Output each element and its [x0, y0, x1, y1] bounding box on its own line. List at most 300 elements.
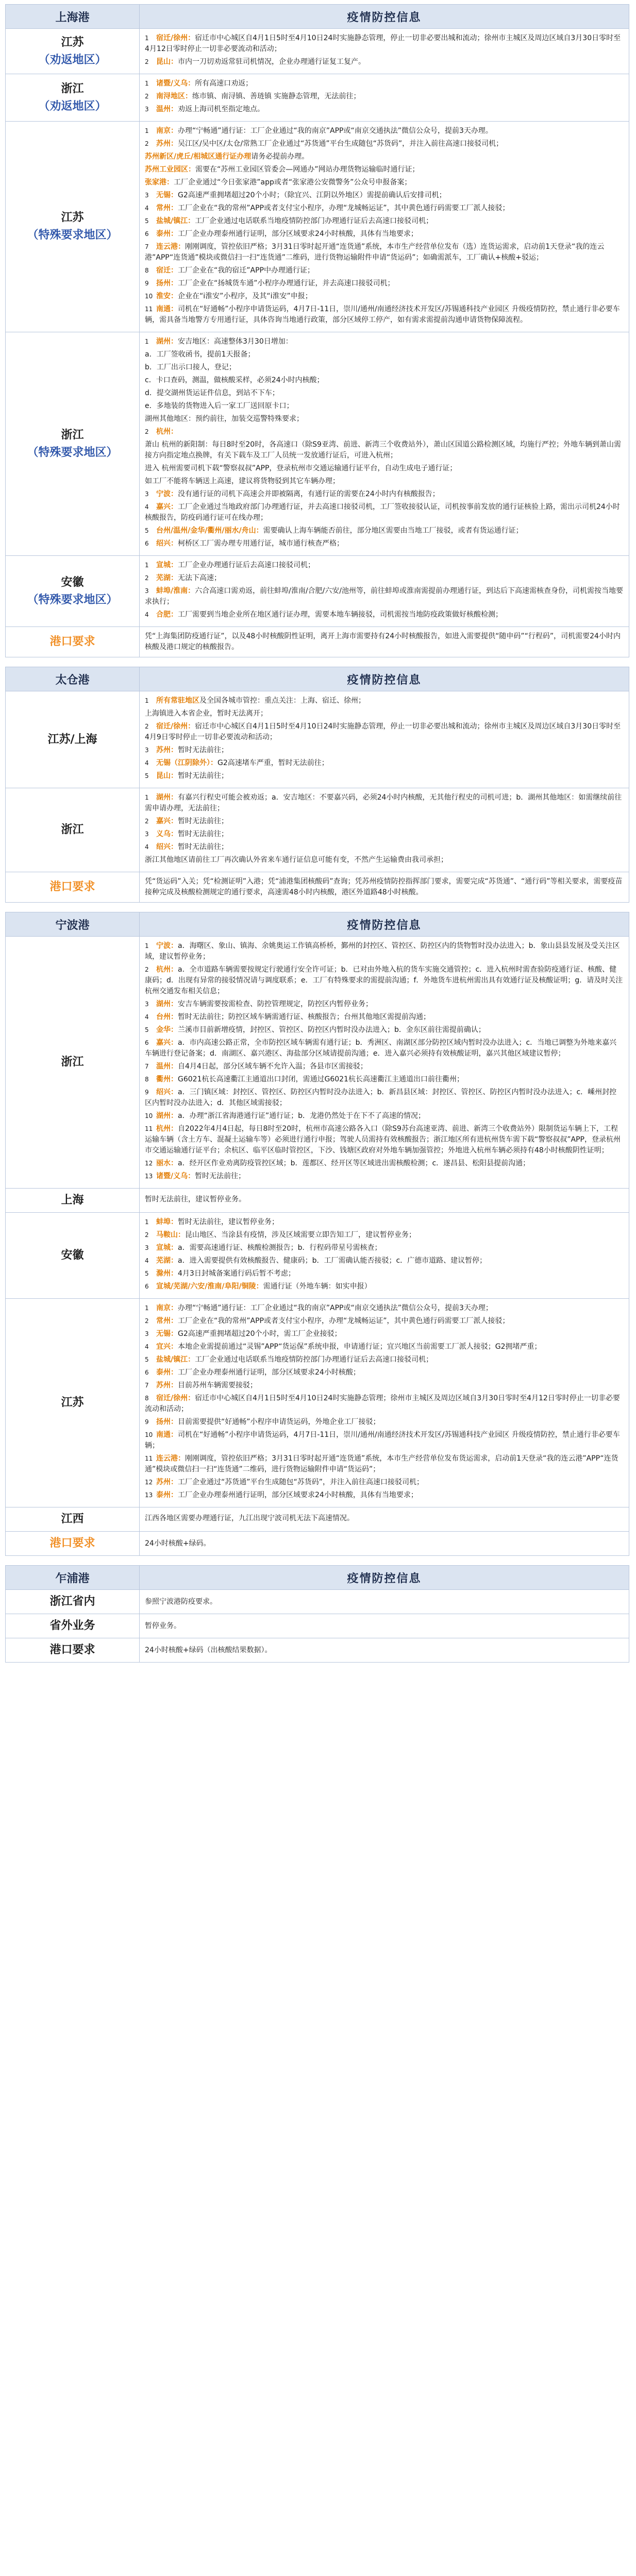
place-name: 宿迁/徐州：	[156, 1394, 195, 1402]
item-number: 4	[145, 503, 149, 511]
item-number: 9	[145, 1418, 149, 1426]
info-item	[145, 177, 624, 188]
region-subtitle: （特殊要求地区）	[27, 229, 118, 242]
place-name: 苏州：	[156, 140, 178, 148]
item-text: G2高速堵车严重，暂时无法前往；	[217, 759, 329, 767]
item-text: 司机在“好通畅”小程序申请货运码，4月7日-11日，崇川/通州/南通经济技术开发区/苏锡通科技产业园区 升级疫情防控，禁止通行非必要车辆；	[145, 1431, 620, 1450]
info-item	[145, 1243, 624, 1253]
item-number: 3	[145, 747, 149, 754]
item-text: G6021杭长高速衢江主通道出口封闭，需通过G6021杭长高速衢江主通道出口前往衢州；	[178, 1075, 464, 1083]
info-item	[145, 336, 624, 347]
region-subtitle: （特殊要求地区）	[27, 446, 118, 459]
info-item	[145, 1158, 624, 1169]
region-name: 江西	[61, 1513, 84, 1526]
item-number: 10	[145, 293, 153, 300]
port-requirement-label: 港口要求	[6, 1532, 140, 1556]
region-cell	[6, 1213, 140, 1299]
item-number: 13	[145, 1173, 153, 1180]
item-text: 工厂企业通过电话联系当地疫情防控部门办理通行证后去高速口接驳司机；	[195, 217, 433, 225]
place-name: 淮安：	[156, 292, 178, 300]
info-item	[145, 190, 624, 201]
item-number: 6	[145, 1283, 149, 1290]
place-name: 昆山：	[156, 58, 178, 66]
item-text: 没有通行证的司机下高速会并即被隔离，有通行证的需要在24小时内有核酸报告；	[178, 490, 440, 498]
item-text: 暂时无法前往，建议暂停业务；	[178, 1218, 279, 1226]
item-text: 上海镇进入本省企业，暂时无法离开；	[145, 709, 267, 718]
place-name: 无锡（江阴除外）：	[156, 759, 217, 767]
info-item	[145, 126, 624, 137]
item-text: 工厂企业在“我的常州”APP或者支付宝小程序，办理“龙城畅运证”，其中黄色通行码需要工厂派人接驳；	[178, 1317, 510, 1325]
info-item	[145, 1074, 624, 1085]
place-name: 滁州：	[156, 1269, 178, 1278]
item-text: 需要确认上海车辆能否前往，部分地区需要由当地工厂接驳，或者有货运通行证；	[263, 527, 523, 535]
place-name: 宿迁：	[156, 266, 178, 275]
info-cell	[140, 788, 629, 872]
item-text: G2高速严重拥堵超过20个小时，需工厂企业接驳；	[178, 1330, 342, 1338]
info-item	[145, 758, 624, 769]
info-item	[145, 816, 624, 827]
place-name: 连云港：	[156, 1454, 185, 1463]
item-text: 及全国各城市管控：重点关注：上海、宿迁、徐州；	[199, 697, 365, 705]
item-number: 1	[145, 35, 149, 42]
region-cell	[6, 788, 140, 872]
region-cell	[6, 1299, 140, 1507]
item-number: 3	[145, 1001, 149, 1008]
info-item	[145, 1268, 624, 1279]
info-item	[145, 414, 624, 425]
place-name: 泰州：	[156, 1491, 178, 1499]
place-name: 杭州：	[156, 428, 178, 436]
item-text: 需通行证（外地车辆：如实申报）	[263, 1282, 372, 1291]
info-item	[145, 216, 624, 227]
item-number: 3	[145, 490, 149, 498]
item-text: 暂时无法前往，建议暂停业务。	[145, 1195, 246, 1204]
section-header	[6, 912, 629, 937]
region-name: 上海	[61, 1194, 84, 1207]
region-name: 江苏/上海	[47, 733, 97, 746]
port-name: 宁波港	[6, 912, 140, 937]
item-text: 吴江区/吴中区/太仓/常熟工厂企业通过“苏货通”平台生成随包“苏货码”，并注入前往高速口接驳司机；	[178, 140, 504, 148]
item-number: 4	[145, 1343, 149, 1350]
info-item	[145, 1256, 624, 1266]
item-text: a．工厂签收函书，提前1天报备；	[145, 350, 255, 359]
place-name: 温州：	[156, 105, 178, 113]
place-name: 杭州：	[156, 965, 178, 974]
zhapu-row	[6, 1614, 629, 1638]
item-number: 11	[145, 1125, 153, 1132]
item-number: 3	[145, 831, 149, 838]
item-text: 工厂企业办理泰州通行证明，部分区域要求24小时核酸，具体有当地要求；	[178, 1491, 418, 1499]
item-text: a．三门镇区域：封控区、管控区、防控区内暂时没办法进入；b．新昌县区域：封控区、管控区、防控区内暂时没办法进入；c．嵊州封控区内暂时没办法进入；d．其他区域需接驳；	[145, 1088, 617, 1107]
item-text: a．办理“浙江省海港通行证”通行证；b．龙港仍然处于在下不了高速的情况；	[178, 1112, 425, 1120]
info-item	[145, 104, 624, 115]
region-row	[6, 937, 629, 1189]
item-text: 昆山地区、当涂县有疫情，涉及区域需要立即告知工厂，建议暂停业务；	[185, 1231, 416, 1239]
row-label: 浙江省内	[6, 1590, 140, 1614]
info-item	[145, 1281, 624, 1292]
item-text: a．全市道路车辆需要按规定行驶通行安全许可证；b．已对由外地入杭的货车实施交通管控；c．进入杭州时需查验防疫通行证、核酸、健康码；d．出现有异常的接驳情况请与调度联系；e．工厂有特殊要求的需提前沟通；f．外地货车进杭州需出具有效通行证及核酸证明；g．请及时关注杭州交通发布相关信息；	[145, 965, 623, 995]
info-item	[145, 792, 624, 814]
item-number: 5	[145, 1270, 149, 1277]
info-item	[145, 1171, 624, 1182]
item-text: 刚刚调度，管控依旧严格；3月31日零时起开通“连货通”系统，本市生产经营单位发布货运需求，启动前1天登录“我的连云港”APP“连货通”模块或微信扫一扫“连货通”二维码，进行货物运输附件申请“货运码”；	[145, 1454, 618, 1473]
place-name: 绍兴：	[156, 843, 178, 851]
item-number: 7	[145, 243, 149, 250]
item-text: 宿迁市中心城区自4月1日5时至4月10日24时实施静态管理，停止一切非必要出城和流动；徐州市主城区及周边区域自3月30日零时至4月9日零时停止一切非必要流动和活动；	[145, 722, 621, 741]
item-text: 柯桥区工厂需办理专用通行证，城市通行核查严格；	[178, 539, 344, 548]
item-text: 办理“宁畅通”通行证：工厂企业通过“我的南京”APP或“南京交通执法”微信公众号，提前3天办理。	[178, 127, 493, 135]
info-title: 疫情防控信息	[140, 667, 629, 691]
item-number: 4	[145, 759, 149, 767]
info-item	[145, 1087, 624, 1109]
item-text: 工厂企业在“我的宿迁”APP中办理通行证；	[178, 266, 314, 275]
info-cell	[140, 556, 629, 627]
place-name: 苏州工业园区：	[145, 165, 195, 174]
place-name: 台州/温州/金华/衢州/丽水/舟山：	[156, 527, 263, 535]
place-name: 扬州：	[156, 279, 178, 287]
item-number: 2	[145, 93, 149, 100]
place-name: 常州：	[156, 204, 178, 212]
item-text: a．经开区作业劝离防疫管控区域；b．莲都区、经开区等区域进出需核酸检测；c．遂昌县、松阳县提前沟通；	[178, 1159, 530, 1167]
item-text: 工厂企业通过当地政府部门办理通行证，并去高速口接驳司机，工厂签收接驳认证，司机按事前发放的通行证核验上路，需出示司机24小时核酸报告，防疫码通行证可在线办理；	[145, 503, 620, 522]
place-name: 丽水：	[156, 1159, 178, 1167]
region-row	[6, 1299, 629, 1507]
section-header	[6, 1566, 629, 1590]
info-item	[145, 291, 624, 302]
item-text: 暂时无法前往；	[178, 843, 228, 851]
place-name: 宣城/芜湖/六安/淮南/阜阳/铜陵：	[156, 1282, 263, 1291]
item-number: 7	[145, 1382, 149, 1389]
region-name: 安徽	[61, 1249, 84, 1262]
port-name: 太仓港	[6, 667, 140, 691]
item-number: 2	[145, 723, 149, 730]
item-text: 六合高速口需劝返，前往蚌埠/淮南/合肥/六安/池州等，前往蚌埠或淮南需提前办理通行证，到达后下高速需核查身份，司机需按当地要求执行；	[145, 587, 623, 606]
info-item	[145, 304, 624, 326]
port-name: 乍浦港	[6, 1566, 140, 1590]
place-name: 宁波：	[156, 942, 178, 950]
info-item	[145, 229, 624, 240]
item-text: 4月3日封城备案通行码后暂不考虑；	[178, 1269, 295, 1278]
info-item	[145, 1417, 624, 1428]
item-number: 4	[145, 1257, 149, 1264]
place-name: 连云港：	[156, 243, 185, 251]
info-item	[145, 1430, 624, 1451]
region-cell	[6, 1189, 140, 1213]
info-cell	[140, 1189, 629, 1213]
region-name: 浙江	[61, 82, 84, 95]
info-item	[145, 242, 624, 263]
item-text: a．进入需要提供有效核酸报告、健康码；b．工厂需确认能否接驳；c．广德市道路、建议暂停；	[178, 1257, 487, 1265]
region-subtitle: （特殊要求地区）	[27, 593, 118, 606]
item-number: 9	[145, 280, 149, 287]
region-cell	[6, 556, 140, 627]
info-title: 疫情防控信息	[140, 5, 629, 29]
place-name: 嘉兴：	[156, 1039, 178, 1047]
info-item	[145, 1380, 624, 1391]
place-name: 昆山：	[156, 772, 178, 780]
item-text: 企业在“i淮安”小程序，及其“i淮安”申报；	[178, 292, 312, 300]
region-name: 安徽	[61, 575, 84, 589]
item-number: 1	[145, 127, 149, 134]
region-row	[6, 74, 629, 122]
port-requirement-label: 港口要求	[6, 872, 140, 903]
place-name: 绍兴：	[156, 1088, 178, 1096]
item-number: 2	[145, 58, 149, 65]
info-item	[145, 349, 624, 360]
region-row	[6, 1213, 629, 1299]
item-text: 宿迁市中心城区自4月1日5时至4月10日24时实施静态管理；徐州市主城区及周边区域自3月30日零时至4月12日零时停止一切非必要流动和活动；	[145, 1394, 620, 1413]
item-text: 市内一刀切劝返常驻司机情况，企业办理通行证复工复产。	[178, 58, 365, 66]
place-name: 苏州：	[156, 746, 178, 754]
info-cell	[140, 122, 629, 332]
info-item	[145, 489, 624, 500]
info-cell	[140, 937, 629, 1189]
info-item	[145, 78, 624, 89]
item-number: 3	[145, 1330, 149, 1337]
info-cell	[140, 1507, 629, 1532]
item-text: 工厂企业办理泰州通行证明，部分区域要求24小时核酸，具体有当地要求；	[178, 230, 418, 238]
item-text: 江西各地区需要办理通行证，九江出现宁波司机无法下高速情况。	[145, 1514, 354, 1522]
item-text: 进入 杭州需要司机下载“警察叔叔”APP，登录杭州市交通运输通行证平台，自动生成电子通行证；	[145, 464, 457, 472]
place-name: 蚌埠：	[156, 1218, 178, 1226]
item-text: 暂时无法前往；防控区域车辆需通行证、核酸报告；台州其他地区需提前沟通；	[178, 1013, 430, 1021]
port-name: 上海港	[6, 5, 140, 29]
item-text: 工厂企业通过“今日张家港”app或者“张家港公安微警务”公众号申报备案；	[174, 178, 412, 187]
item-number: 2	[145, 818, 149, 825]
item-number: 1	[145, 1304, 149, 1312]
row-text: 参照宁波港防疫要求。	[140, 1590, 629, 1614]
info-item	[145, 57, 624, 67]
item-number: 12	[145, 1479, 153, 1486]
region-name: 浙江	[61, 823, 84, 836]
place-name: 芜湖：	[156, 1257, 178, 1265]
item-text: 工厂企业在“我的常州”APP或者支付宝小程序，办理“龙城畅运证”，其中黄色通行码需要工厂派人接驳；	[178, 204, 510, 212]
item-number: 12	[145, 1160, 153, 1167]
info-item	[145, 1230, 624, 1241]
item-text: 所有高速口劝返；	[195, 79, 253, 88]
item-number: 3	[145, 192, 149, 199]
info-cell	[140, 332, 629, 556]
item-text: 暂时无法前往；	[195, 1172, 246, 1180]
item-number: 6	[145, 540, 149, 547]
row-label: 港口要求	[6, 1638, 140, 1663]
port-requirement-row	[6, 872, 629, 903]
item-text: 安吉车辆需要按需检查、防控管理规定，防控区内暂停业务；	[178, 1000, 373, 1008]
place-name: 常州：	[156, 1317, 178, 1325]
info-item	[145, 427, 624, 437]
item-text: 劝返上海司机至指定地点。	[178, 105, 264, 113]
info-item	[145, 1303, 624, 1314]
item-text: 如工厂不能将车辆送上高速，建议将货物驳到其它车辆办理；	[145, 477, 340, 485]
info-item	[145, 1025, 624, 1036]
info-item	[145, 1061, 624, 1072]
info-item	[145, 1329, 624, 1340]
item-text: 暂时无法前往；	[178, 772, 228, 780]
info-item	[145, 609, 624, 620]
info-item	[145, 439, 624, 461]
place-name: 无锡：	[156, 191, 178, 199]
info-item	[145, 538, 624, 549]
place-name: 芜湖：	[156, 574, 178, 582]
region-row	[6, 788, 629, 872]
item-text: 安吉地区：高速整体3月30日增加：	[178, 337, 293, 346]
item-text: G2高速严重拥堵超过20个小时；（除宜兴、江阴以外地区）需提前确认后安排司机；	[178, 191, 446, 199]
item-text: 司机在“好通畅”小程序申请货运码，4月7日-11日，崇川/通州/南通经济技术开发区/苏锡通科技产业园区 升级疫情防控，禁止通行非必要车辆，需具备当地警方专用通行证，具体咨询当地通行政策，部分区域停工停产，如有需求需提前沟通申请货物保障流程。	[145, 305, 620, 324]
region-cell	[6, 937, 140, 1189]
info-item	[145, 151, 624, 162]
place-name: 苏州新区/虎丘/相城区通行证办理	[145, 152, 252, 161]
item-text: 请务必提前办理。	[251, 152, 309, 161]
item-text: d．提交湖州货运证件信息，到站不下车；	[145, 389, 279, 397]
place-name: 泰州：	[156, 1368, 178, 1377]
place-name: 南通：	[156, 1431, 178, 1439]
region-name: 浙江	[61, 428, 84, 442]
place-name: 苏州：	[156, 1478, 178, 1486]
item-text: 刚刚调度，管控依旧严格；3月31日零时起开通“连货通”系统，本市生产经营单位发布（选）连货运需求，启动前1天登录“我的连云港”APP“连货通”模块或微信扫一扫“连货通”二维码，进行货物运输附件申请“货运码”；如确需派车，工厂确认+核酸+驳运；	[145, 243, 605, 262]
info-cell	[140, 74, 629, 122]
info-title: 疫情防控信息	[140, 912, 629, 937]
item-number: 2	[145, 1317, 149, 1325]
info-item	[145, 401, 624, 412]
item-number: 7	[145, 1063, 149, 1070]
info-item	[145, 463, 624, 474]
item-number: 4	[145, 611, 149, 618]
place-name: 湖州：	[156, 793, 178, 802]
region-cell	[6, 332, 140, 556]
item-number: 6	[145, 1369, 149, 1376]
region-row	[6, 122, 629, 332]
place-name: 蚌埠/淮南：	[156, 587, 195, 595]
place-name: 宁波：	[156, 490, 178, 498]
place-name: 南京：	[156, 127, 178, 135]
item-text: 目前苏州车辆需要接驳；	[178, 1381, 257, 1389]
item-number: 5	[145, 217, 149, 225]
item-text: 工厂需要到当地企业所在地区通行证办理，需要本地车辆接驳，司机需按当地防疫政策做好核酸检测；	[178, 611, 503, 619]
region-row	[6, 556, 629, 627]
region-row	[6, 332, 629, 556]
place-name: 泰州：	[156, 230, 178, 238]
item-text: 工厂企业办理泰州通行证明，部分区域要求24小时核酸；	[178, 1368, 360, 1377]
item-text: 自2022年4月4日起，每日8时至20时，杭州市高速公路各入口（除S9苏台高速亚湾、前进、新湾三个收费站外）限制货运车辆上下，工程运输车辆（含土方车、混凝土运输车等）必须进行通行申报；驾驶人员需持有效核酸报告；浙江地区所有进杭州货车需下载“警察叔叔”APP，登录杭州市交通运输通行证平台；余杭区、临平区临时管控区，下沙、钱塘区政府对外地车辆加强管控；外地进入杭州车辆必须持有48小时核酸阴性证明；	[145, 1125, 621, 1155]
place-name: 杭州：	[156, 1125, 178, 1133]
item-number: 9	[145, 1089, 149, 1096]
place-name: 所有常驻地区	[156, 697, 199, 705]
info-item	[145, 278, 624, 289]
item-text: 工厂企业在“扬城货车通”小程序办理通行证，并去高速口接驳司机；	[178, 279, 395, 287]
info-item	[145, 1316, 624, 1327]
item-text: b．工厂出示口接人，登记；	[145, 363, 236, 371]
item-number: 8	[145, 1076, 149, 1083]
shanghai-port-section	[5, 4, 629, 657]
section-header	[6, 5, 629, 29]
place-name: 张家港：	[145, 178, 174, 187]
item-number: 2	[145, 966, 149, 973]
info-item	[145, 1012, 624, 1023]
section-header	[6, 667, 629, 691]
info-item	[145, 375, 624, 386]
info-item	[145, 1490, 624, 1501]
item-text: 无法下高速；	[178, 574, 221, 582]
item-number: 10	[145, 1112, 153, 1120]
info-cell	[140, 1299, 629, 1507]
item-text: 目前需要提供“好通畅”小程序申请货运码，外地企业工厂接驳；	[178, 1418, 380, 1426]
item-number: 4	[145, 1013, 149, 1021]
info-item	[145, 1367, 624, 1378]
region-cell	[6, 29, 140, 74]
item-number: 5	[145, 527, 149, 534]
info-item	[145, 476, 624, 487]
region-cell	[6, 122, 140, 332]
region-name: 浙江	[61, 1056, 84, 1069]
info-item	[145, 526, 624, 536]
region-name: 江苏	[61, 1396, 84, 1409]
info-item	[145, 696, 624, 706]
item-text: 需要在“苏州工业园区管委会—网通办”网站办理货物运输临时通行证；	[195, 165, 420, 174]
place-name: 湖州：	[156, 1000, 178, 1008]
item-text: 暂时无法前往；	[178, 746, 228, 754]
item-number: 4	[145, 205, 149, 212]
item-number: 5	[145, 772, 149, 779]
info-item	[145, 502, 624, 523]
place-name: 金华：	[156, 1026, 178, 1034]
info-item	[145, 33, 624, 55]
info-item	[145, 829, 624, 840]
place-name: 湖州：	[156, 337, 178, 346]
item-number: 1	[145, 562, 149, 569]
info-item	[145, 388, 624, 399]
item-text: 暂时无法前往；	[178, 830, 228, 838]
item-number: 2	[145, 574, 149, 582]
place-name: 马鞍山：	[156, 1231, 185, 1239]
item-text: 兰溪市目前新增疫情，封控区、管控区、防控区内暂时没办法进入；b．金东区前往需提前确认；	[178, 1026, 486, 1034]
item-text: 宿迁市中心城区自4月1日5时至4月10日24时实施静态管理，停止一切非必要出城和流动；徐州市主城区及周边区域自3月30日零时至4月12日零时停止一切非必要流动和活动；	[145, 34, 621, 53]
info-item	[145, 708, 624, 719]
item-text: 本地企业需提前通过“灵锡”APP“货运保”系统申报，申请通行证；宜兴地区当前需要工厂派人接驳；G2拥堵严重；	[178, 1343, 542, 1351]
item-text: 暂时无法前往；	[178, 817, 228, 825]
item-text: 练市镇、南浔镇、善琏镇 实施静态管理，无法前往；	[192, 92, 361, 100]
item-number: 1	[145, 697, 149, 704]
place-name: 台州：	[156, 1013, 178, 1021]
item-text: c．卡口查码，测温，做核酸采样，必须24小时内核酸；	[145, 376, 324, 384]
info-item	[145, 203, 624, 214]
region-row	[6, 1507, 629, 1532]
item-number: 10	[145, 1431, 153, 1438]
item-number: 1	[145, 794, 149, 801]
item-text: 办理“宁畅通”通行证：工厂企业通过“我的南京”APP或“南京交通执法”微信公众号，提前3天办理；	[178, 1304, 493, 1312]
info-item	[145, 1354, 624, 1365]
zhapu-row	[6, 1638, 629, 1663]
port-requirement-text: 凭“上海集团防疫通行证”，以及48小时核酸阴性证明，离开上海市需要持有24小时核酸报告，如进入需要提供“随申码”“行程码”，司机需要24小时内核酸及港口规定的核酸报告。	[140, 627, 629, 657]
info-item	[145, 842, 624, 853]
info-cell	[140, 1213, 629, 1299]
region-row	[6, 29, 629, 74]
place-name: 合肥：	[156, 611, 178, 619]
place-name: 诸暨/义乌：	[156, 79, 195, 88]
region-subtitle: （劝返地区）	[38, 53, 107, 66]
info-title: 疫情防控信息	[140, 1566, 629, 1590]
item-number: 4	[145, 843, 149, 851]
place-name: 义乌：	[156, 830, 178, 838]
region-row	[6, 1189, 629, 1213]
info-item	[145, 586, 624, 607]
item-number: 3	[145, 1244, 149, 1251]
taicang-port-section	[5, 667, 629, 903]
item-number: 5	[145, 1026, 149, 1033]
item-number: 1	[145, 942, 149, 950]
item-text: 萧山 杭州的新阳制：每日8时至20时，各高速口（除S9亚湾、前进、新湾三个收费站外），萧山区国道公路检测区域，均施行严控；外地车辆到萧山需接方向指定地点换牌，有关下载车及工厂人员统一发放通行证后，可进入杭州；	[145, 440, 621, 460]
item-number: 6	[145, 230, 149, 238]
item-number: 1	[145, 338, 149, 345]
